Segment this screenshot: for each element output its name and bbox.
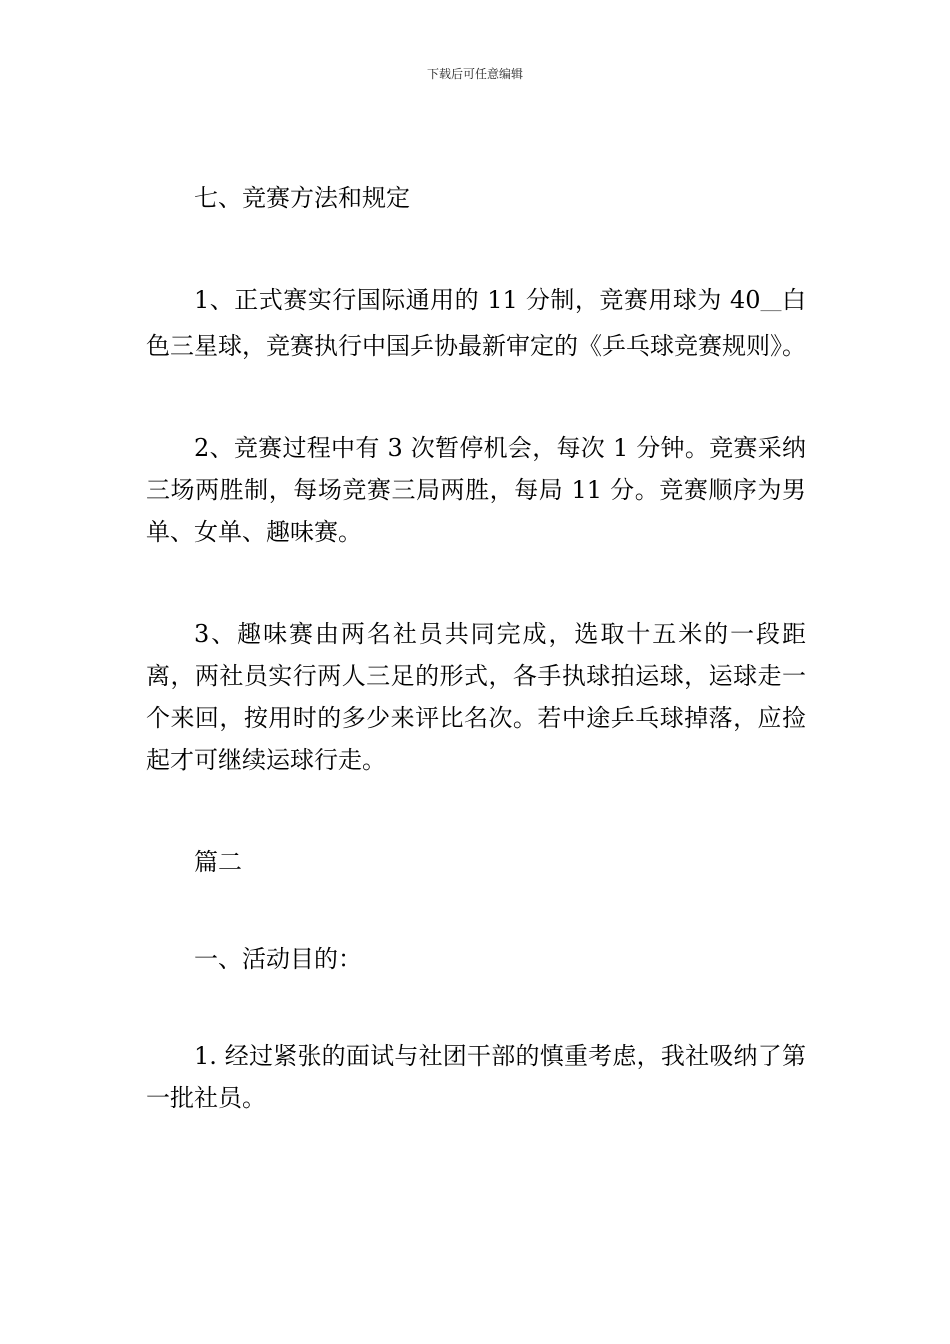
part-two-heading: 篇二 — [194, 848, 242, 876]
document-body — [146, 177, 806, 1119]
rule-1-dash: ___ — [760, 296, 782, 312]
page-header: 下载后可任意编辑 — [426, 67, 523, 81]
activity-purpose-heading: 一、活动目的： — [194, 945, 362, 973]
rule-2-paragraph: 2、竞赛过程中有 3 次暂停机会，每次 1 分钟。竞赛采纳三场两胜制，每场竞赛三局两胜，每局 11 分。竞赛顺序为男单、女单、趣味赛。 — [146, 434, 806, 546]
section-heading-competition-rules: 七、竞赛方法和规定 — [194, 184, 410, 212]
rule-1-text: 1、正式赛实行国际通用的 11 分制，竞赛用球为 40 — [194, 286, 761, 314]
activity-purpose-item-1: 1. 经过紧张的面试与社团干部的慎重考虑，我社吸纳了第一批社员。 — [146, 1042, 806, 1112]
rule-3-paragraph: 3、趣味赛由两名社员共同完成，选取十五米的一段距离，两社员实行两人三足的形式，各手执球拍运球，运球走一个来回，按用时的多少来评比名次。若中途乒乓球掉落，应捡起才可继续运球行走。 — [146, 620, 806, 774]
rule-1-text-continued: 白色三星球，竞赛执行中国乒协最新审定的《乒乓球竞赛规则》。 — [146, 286, 807, 360]
rule-1-paragraph — [146, 279, 806, 367]
